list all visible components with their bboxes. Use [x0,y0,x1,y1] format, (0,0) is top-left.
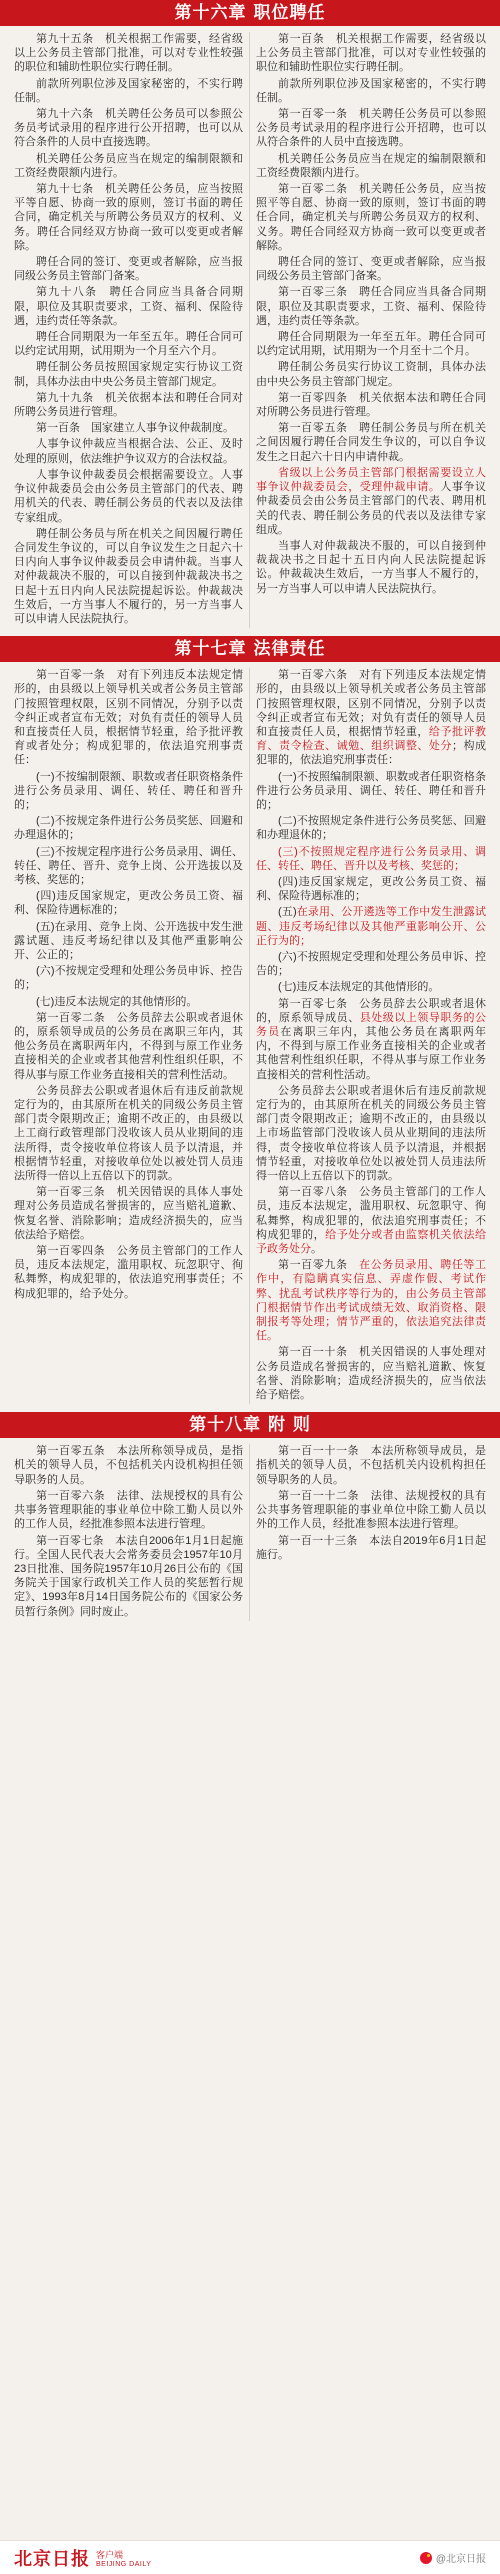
article-paragraph: (四)违反国家规定，更改公务员工资、福利、保险待遇标准的； [14,890,243,917]
article-paragraph: 第九十七条 机关聘任公务员，应当按照平等自愿、协商一致的原则，签订书面的聘任合同，确定机关与所聘公务员双方的权利、义务。聘任合同经双方协商一致可以变更或者解除。 [14,183,243,252]
article-paragraph: 机关聘任公务员应当在规定的编制限额和工资经费限额内进行。 [14,152,243,179]
old-law-column [8,1444,250,1620]
article-paragraph: 省级以上公务员主管部门根据需要设立人事争议仲裁委员会，受理仲裁申请。人事争议仲裁委员会由公务员主管部门的代表、聘用机关的代表、聘任制公务员的代表以及法律专家组成。 [256,466,487,536]
article-paragraph: 第一百零一条 机关聘任公务员可以参照公务员考试录用的程序进行公开招聘，也可以从符合条件的人员中直接选聘。 [256,108,486,149]
footer [0,2540,500,2574]
chapter-18-title: 第十八章 附 则 [0,1412,500,1438]
article-paragraph: 第九十九条 机关依据本法和聘任合同对所聘公务员进行管理。 [14,391,243,419]
brand-name: 北京日报 [14,2548,90,2570]
article-paragraph: 人事争议仲裁应当根据合法、公正、及时处理的原则，依法维护争议双方的合法权益。 [14,438,243,465]
article-paragraph: 聘任合同的签订、变更或者解除，应当报同级公务员主管部门备案。 [14,256,243,283]
amended-text: 给予批评教育、责令检查、诫勉、组织调整、处分 [256,725,487,753]
watermark-text: @北京日报 [435,2554,486,2565]
old-law-column [8,32,250,628]
watermark [420,2550,486,2565]
article-paragraph: (五)在录用、公开遴选等工作中发生泄露试题、违反考场纪律以及其他严重影响公开、公正行为的； [256,906,486,947]
article-paragraph: (六)不按照规定受理和处理公务员申诉、控告的； [256,950,486,978]
amended-text: 省级以上公务员主管部门根据需要设立人事争议仲裁委员会，受理仲裁申请。 [256,466,486,494]
article-paragraph: 第九十八条 聘任合同应当具备合同期限，职位及其职责要求，工资、福利、保险待遇，违约责任等条款。 [14,286,243,327]
article-paragraph: (一)不按编制限额、职数或者任职资格条件进行公务员录用、调任、转任、聘任和晋升的； [14,770,243,811]
article-paragraph: 前款所列职位涉及国家秘密的，不实行聘任制。 [14,77,243,104]
amended-text: 在公务员录用、聘任等工作中，有隐瞒真实信息、弄虚作假、考试作弊、扰乱考试秩序等行为的，由公务员主管部门根据情节作出考试成绩无效、取消资格、限制报考等处理；情节严重的，依法追究法律责任。 [256,1259,487,1343]
article-paragraph: 第一百一十二条 法律、法规授权的具有公共事务管理职能的事业单位中除工勤人员以外的工作人员，经批准参照本法进行管理。 [256,1489,486,1531]
article-paragraph: 第一百一十三条 本法自2019年6月1日起施行。 [256,1534,486,1561]
article-paragraph: 第一百零五条 聘任制公务员与所在机关之间因履行聘任合同发生争议的，可以自争议发生之日起六十日内申请仲裁。 [256,422,486,463]
article-paragraph: 第一百零七条 公务员辞去公职或者退休的，原系领导成员、县处级以上领导职务的公务员在离职三年内，其他公务员在离职两年内，不得到与原工作业务直接相关的企业或者其他营利性组织任职，不得从事与原工作业务直接相关的营利性活动。 [256,997,487,1081]
article-paragraph: 第九十六条 机关聘任公务员可以参照公务员考试录用的程序进行公开招聘，也可以从符合条件的人员中直接选聘。 [14,108,243,149]
article-paragraph: 第一百零六条 法律、法规授权的具有公共事务管理职能的事业单位中除工勤人员以外的工作人员，经批准参照本法进行管理。 [14,1489,243,1531]
brand-sub: 客户端 [96,2549,124,2560]
article-paragraph: 第一百零五条 本法所称领导成员，是指机关的领导人员，不包括机关内设机构担任领导职务的人员。 [14,1445,243,1486]
chapter-16-body [0,26,500,636]
chapter-17-title: 第十七章 法律责任 [0,636,500,662]
article-paragraph: 聘任合同期限为一年至五年。聘任合同可以约定试用期，试用期为一个月至十二个月。 [256,331,486,358]
old-law-column [8,668,250,1404]
article-paragraph: 聘任合同期限为一年至五年。聘任合同可以约定试用期，试用期为一个月至六个月。 [14,331,243,358]
article-paragraph: (六)不按规定受理和处理公务员申诉、控告的； [14,965,243,992]
article-paragraph: 公务员辞去公职或者退休后有违反前款规定行为的，由其原所在机关的同级公务员主管部门责令限期改正；逾期不改正的，由县级以上工商行政管理部门没收该人员从业期间的违法所得，责令接收单位将该人员予以清退，并根据情节轻重，对接收单位处以被处罚人员违法所得一倍以上五倍以下的罚款。 [14,1084,243,1183]
article-paragraph: (四)违反国家规定，更改公务员工资、福利、保险待遇标准的； [256,875,486,903]
article-paragraph: 聘任制公务员按照国家规定实行协议工资制，具体办法由中央公务员主管部门规定。 [14,361,243,388]
article-paragraph: 第一百零二条 公务员辞去公职或者退休的，原系领导成员的公务员在离职三年内，其他公务员在离职两年内，不得到与原工作业务直接相关的企业或者其他营利性组织任职，不得从事与原工作业务直接相关的营利性活动。 [14,1011,243,1081]
article-paragraph: 第一百零八条 公务员主管部门的工作人员，违反本法规定，滥用职权、玩忽职守、徇私舞弊，构成犯罪的，依法追究刑事责任；不构成犯罪的，给予处分或者由监察机关依法给予政务处分。 [256,1186,487,1256]
article-paragraph: 第一百条 机关根据工作需要，经省级以上公务员主管部门批准，可以对专业性较强的职位和辅助性职位实行聘任制。 [256,33,486,74]
amended-text: 县处级以上领导职务的公务员 [256,1011,487,1038]
article-paragraph: 当事人对仲裁裁决不服的，可以自接到仲裁裁决书之日起十五日内向人民法院提起诉讼。仲裁裁决生效后，一方当事人不履行的，另一方当事人可以申请人民法院执行。 [256,539,486,595]
article-paragraph: 第一百零三条 聘任合同应当具备合同期限，职位及其职责要求，工资、福利、保险待遇，违约责任等条款。 [256,286,486,327]
article-paragraph: 第一百零一条 对有下列违反本法规定情形的，由县级以上领导机关或者公务员主管部门按照管理权限，区别不同情况，分别予以责令纠正或者宣布无效；对负有责任的领导人员和直接责任人员，根据情节轻重，给予批评教育或者处分；构成犯罪的，依法追究刑事责任： [14,669,243,767]
article-paragraph: 人事争议仲裁委员会根据需要设立。人事争议仲裁委员会由公务员主管部门的代表、聘用机关的代表、聘任制公务员的代表以及法律专家组成。 [14,468,243,524]
new-law-column [250,32,492,628]
article-paragraph: 聘任制公务员实行协议工资制，具体办法由中央公务员主管部门规定。 [256,361,486,388]
brand-logo [14,2545,151,2571]
new-law-column [250,668,492,1404]
article-paragraph: (一)不按照编制限额、职数或者任职资格条件进行公务员录用、调任、转任、聘任和晋升的； [256,770,486,811]
article-paragraph: 第一百零三条 机关因错误的具体人事处理对公务员造成名誉损害的，应当赔礼道歉、恢复名誉、消除影响；造成经济损失的，应当依法给予赔偿。 [14,1186,243,1241]
article-paragraph: 第九十五条 机关根据工作需要，经省级以上公务员主管部门批准，可以对专业性较强的职位和辅助性职位实行聘任制。 [14,33,243,74]
article-paragraph: 前款所列职位涉及国家秘密的，不实行聘任制。 [256,77,486,104]
article-paragraph: 第一百零七条 本法自2006年1月1日起施行。全国人民代表大会常务委员会1957年10月23日批准、国务院1957年10月26日公布的《国务院关于国家行政机关工作人员的奖惩暂行规定》、1993年8月14日国务院公布的《国家公务员暂行条例》同时废止。 [14,1534,243,1618]
article-paragraph [256,845,486,873]
article-paragraph: 公务员辞去公职或者退休后有违反前款规定行为的，由其原所在机关的同级公务员主管部门责令限期改正；逾期不改正的，由县级以上市场监管部门没收该人员从业期间的违法所得，责令接收单位将该人员予以清退，并根据情节轻重，对接收单位处以被处罚人员违法所得一倍以上五倍以下的罚款。 [256,1084,486,1183]
article-paragraph: 第一百零四条 公务员主管部门的工作人员，违反本法规定，滥用职权、玩忽职守、徇私舞弊，构成犯罪的，依法追究刑事责任；不构成犯罪的，给予处分。 [14,1245,243,1300]
article-paragraph: (二)不按规定条件进行公务员奖惩、回避和办理退休的； [14,815,243,842]
article-paragraph: (五)在录用、竞争上岗、公开选拔中发生泄露试题、违反考场纪律以及其他严重影响公开、公正的； [14,920,243,961]
article-paragraph: (七)违反本法规定的其他情形的。 [36,995,198,1008]
brand-en: BEIJING DAILY [96,2560,152,2568]
chapter-18-body [0,1438,500,1628]
article-paragraph: (三)不按规定程序进行公务员录用、调任、转任、聘任、晋升、竞争上岗、公开选拔以及考核、奖惩的； [14,845,243,886]
article-paragraph: 第一百一十一条 本法所称领导成员，是指机关的领导人员，不包括机关内设机构担任领导职务的人员。 [256,1445,486,1486]
article-paragraph: 第一百零四条 机关依据本法和聘任合同对所聘公务员进行管理。 [256,391,486,419]
article-paragraph: 第一百零六条 对有下列违反本法规定情形的，由县级以上领导机关或者公务员主管部门按照管理权限，区别不同情况，分别予以责令纠正或者宣布无效；对负有责任的领导人员和直接责任人员，根据情节轻重，给予批评教育、责令检查、诫勉、组织调整、处分；构成犯罪的，依法追究刑事责任： [256,669,487,767]
weibo-icon [420,2552,432,2564]
article-paragraph: 机关聘任公务员应当在规定的编制限额和工资经费限额内进行。 [256,152,486,179]
new-law-column [250,1444,492,1620]
chapter-17-body [0,662,500,1412]
article-paragraph: (七)违反本法规定的其他情形的。 [278,981,440,994]
amended-text: 在录用、公开遴选等工作中发生泄露试题、违反考场纪律以及其他严重影响公开、公正行为的； [256,906,486,947]
article-paragraph: 聘任合同的签订、变更或者解除，应当报同级公务员主管部门备案。 [256,256,486,283]
article-paragraph: 第一百条 国家建立人事争议仲裁制度。 [36,422,234,435]
amended-text: 给予处分或者由监察机关依法给予政务处分 [256,1228,487,1256]
article-paragraph: 第一百一十条 机关因错误的人事处理对公务员造成名誉损害的，应当赔礼道歉、恢复名誉、消除影响；造成经济损失的，应当依法给予赔偿。 [256,1346,486,1402]
article-paragraph: 第一百零二条 机关聘任公务员，应当按照平等自愿、协商一致的原则，签订书面的聘任合同，确定机关与所聘公务员双方的权利、义务。聘任合同经双方协商一致可以变更或者解除。 [256,183,486,252]
article-paragraph: (二)不按照规定条件进行公务员奖惩、回避和办理退休的； [256,815,486,842]
amended-text: (三)不按照规定程序进行公务员录用、调任、转任、聘任、晋升以及考核、奖惩的； [256,845,486,872]
article-paragraph: 第一百零九条 在公务员录用、聘任等工作中，有隐瞒真实信息、弄虚作假、考试作弊、扰乱考试秩序等行为的，由公务员主管部门根据情节作出考试成绩无效、取消资格、限制报考等处理；情节严重的，依法追究法律责任。 [256,1259,487,1343]
chapter-16-title: 第十六章 职位聘任 [0,0,500,26]
article-paragraph: 聘任制公务员与所在机关之间因履行聘任合同发生争议的，可以自争议发生之日起六十日内向人事争议仲裁委员会申请仲裁。当事人对仲裁裁决不服的，可以自接到仲裁裁决书之日起十五日内向人民法院提起诉讼。仲裁裁决生效后，一方当事人不履行的，另一方当事人可以申请人民法院执行。 [14,527,243,625]
